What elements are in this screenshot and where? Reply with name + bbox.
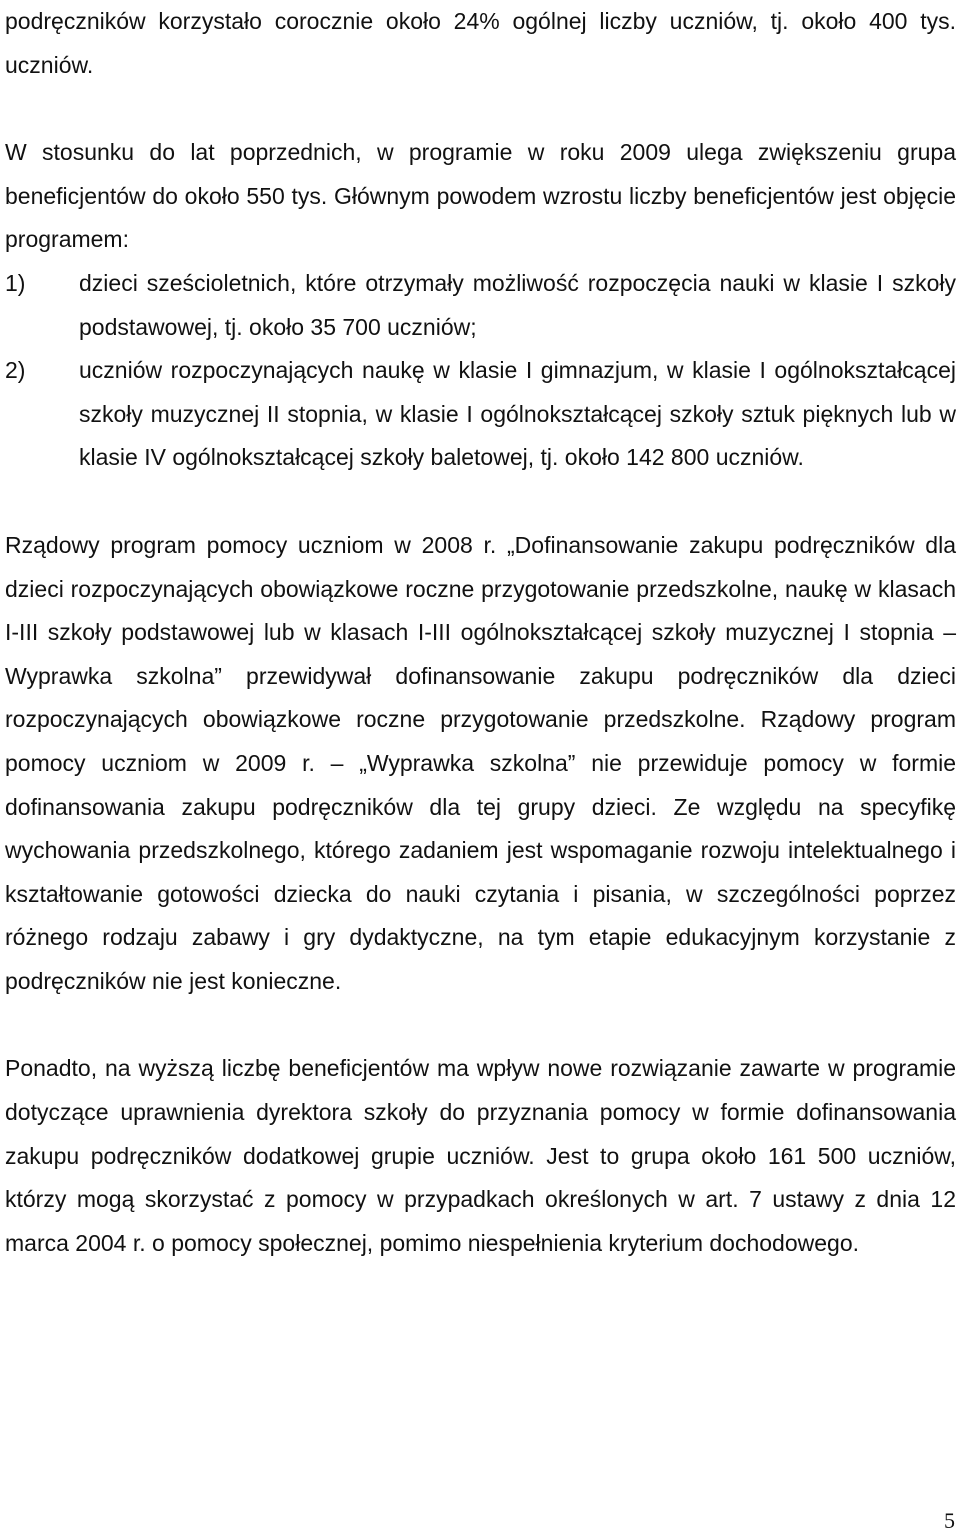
paragraph-intro-continuation: podręczników korzystało corocznie około 24% ogólnej liczby uczniów, tj. około 400 tys. uczniów. [5, 8, 956, 78]
paragraph-gap [5, 87, 956, 131]
page-number: 5 [944, 1508, 955, 1533]
list-number: 1) [5, 269, 26, 296]
paragraph-additional-beneficiaries: Ponadto, na wyższą liczbę beneficjentów ma wpływ nowe rozwiązanie zawarte w programie dotyczące uprawnienia dyrektora szkoły do przyznania pomocy w formie dofinansowania zakupu podręczników dodatkowej grupie uczniów. Jest to grupa około 161 500 uczniów, którzy mogą skorzystać z pomocy w przypadkach określonych w art. 7 ustawy z dnia 12 marca 2004 r. o pomocy społecznej, pomimo niespełnienia kryterium dochodowego. [5, 1055, 956, 1256]
list-number: 2) [5, 357, 26, 384]
paragraph-beneficiaries-growth: W stosunku do lat poprzednich, w programie w roku 2009 ulega zwiększeniu grupa beneficjentów do około 550 tys. Głównym powodem wzrostu liczby beneficjentów jest objęcie programem: [5, 139, 956, 253]
paragraph-gap [5, 1003, 956, 1047]
list-item-1 [5, 262, 956, 349]
list-item-text: uczniów rozpoczynających naukę w klasie I gimnazjum, w klasie I ogólnokształcącej szkoły muzycznej II stopnia, w klasie I ogólnokształcącej szkoły sztuk pięknych lub w klasie IV ogólnokształcącej szkoły baletowej, tj. około 142 800 uczniów. [79, 357, 956, 471]
paragraph-gap [5, 480, 956, 524]
list-item-text: dzieci sześcioletnich, które otrzymały możliwość rozpoczęcia nauki w klasie I szkoły podstawowej, tj. około 35 700 uczniów; [79, 269, 956, 340]
list-item-2 [5, 349, 956, 480]
document-page [5, 0, 956, 1265]
paragraph-government-program: Rządowy program pomocy uczniom w 2008 r. „Dofinansowanie zakupu podręczników dla dzieci rozpoczynających obowiązkowe roczne przygotowanie przedszkolne, naukę w klasach I-III szkoły podstawowej lub w klasach I-III ogólnokształcącej szkoły muzycznej I stopnia – Wyprawka szkolna” przewidywał dofinansowanie zakupu podręczników dla dzieci rozpoczynających obowiązkowe roczne przygotowanie przedszkolne. Rządowy program pomocy uczniom w 2009 r. – „Wyprawka szkolna” nie przewiduje pomocy w formie dofinansowania zakupu podręczników dla tej grupy dzieci. Ze względu na specyfikę wychowania przedszkolnego, którego zadaniem jest wspomaganie rozwoju intelektualnego i kształtowanie gotowości dziecka do nauki czytania i pisania, w szczególności poprzez różnego rodzaju zabawy i gry dydaktyczne, na tym etapie edukacyjnym korzystanie z podręczników nie jest konieczne. [5, 531, 956, 994]
